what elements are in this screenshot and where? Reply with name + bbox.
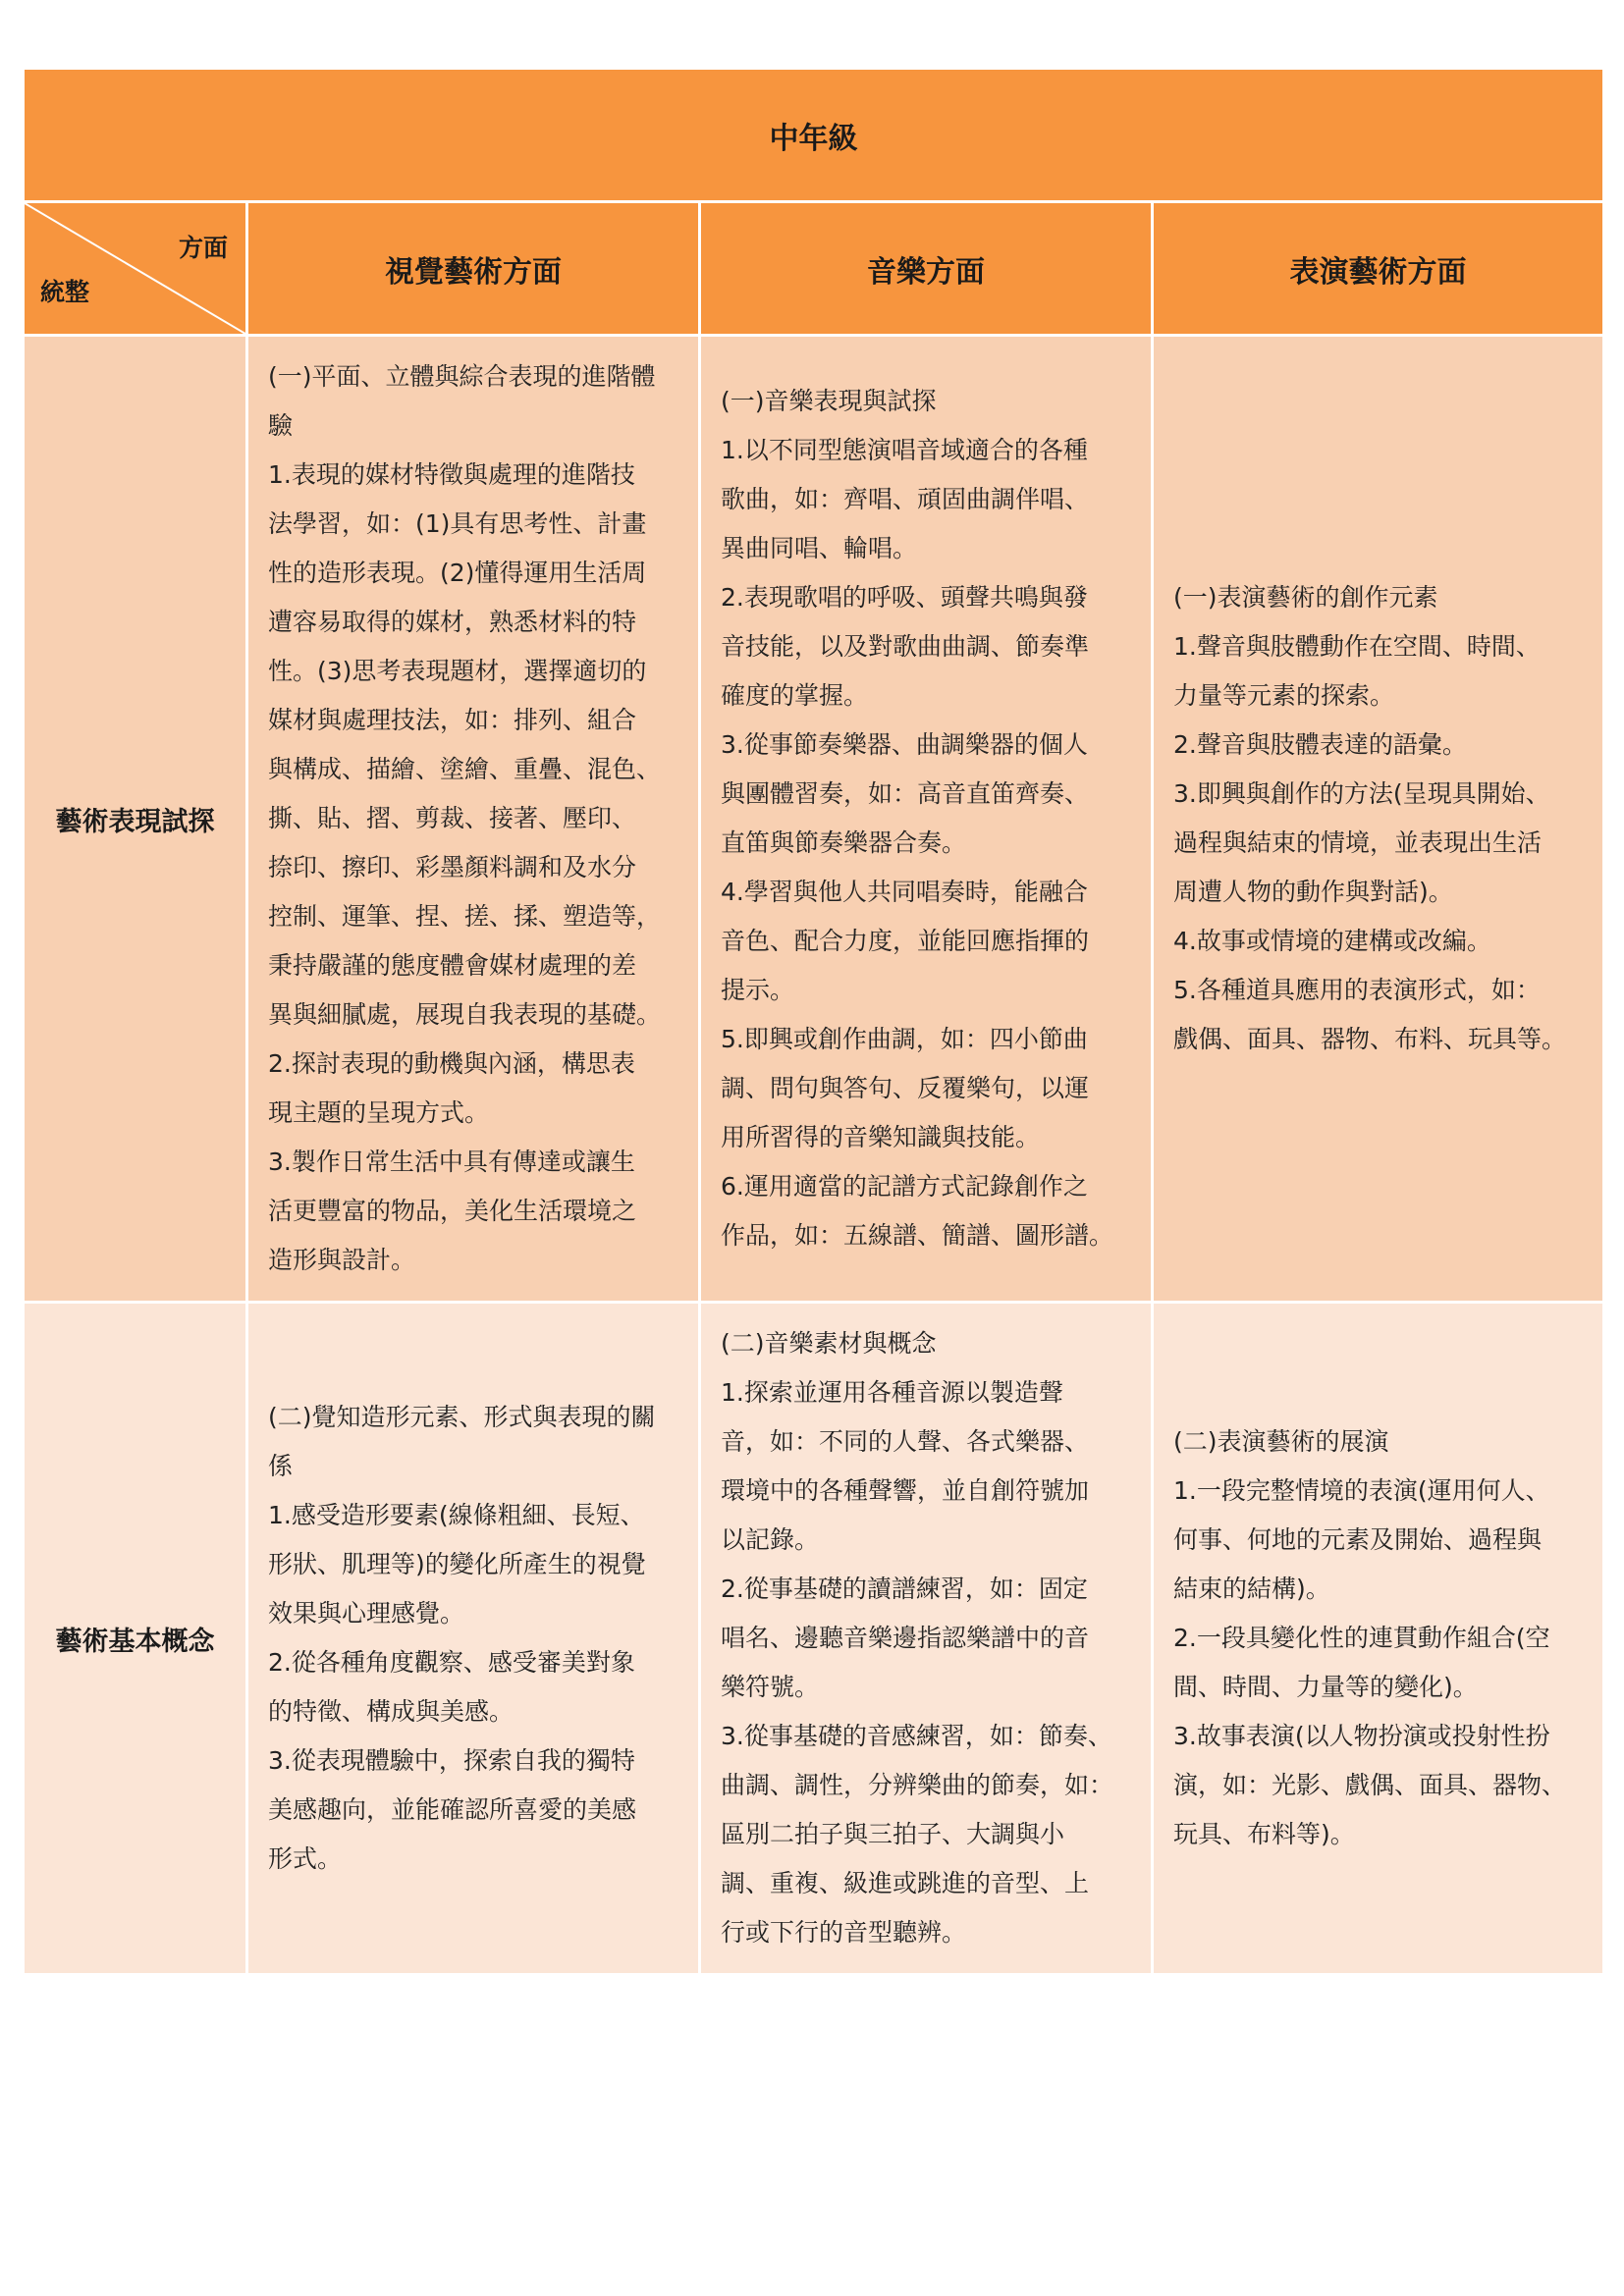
column-header-performing-arts: 表演藝術方面 xyxy=(1153,202,1604,336)
diag-label-integration: 統整 xyxy=(40,278,90,306)
row-label-art-expression: 藝術表現試探 xyxy=(24,336,247,1303)
diagonal-line-icon xyxy=(25,203,245,334)
table-row xyxy=(24,1303,1604,1975)
cell-perform-concepts: (二)表演藝術的展演 1.一段完整情境的表演(運用何人、 何事、何地的元素及開始、過程與 結束的結構)。 2.一段具變化性的連貫動作組合(空 間、時間、力量等的變化)。 3.故事表演(以人物扮演或投射性扮 演，如：光影、戲偶、面具、器物、 玩具、布料等)。 xyxy=(1153,1303,1604,1975)
diag-label-aspect: 方面 xyxy=(178,234,228,262)
column-header-visual-arts: 視覺藝術方面 xyxy=(247,202,700,336)
cell-perform-expression: (一)表演藝術的創作元素 1.聲音與肢體動作在空間、時間、 力量等元素的探索。 2.聲音與肢體表達的語彙。 3.即興與創作的方法(呈現具開始、 過程與結束的情境，並表現出生活 周遭人物的動作與對話)。 4.故事或情境的建構或改編。 5.各種道具應用的表演形式，如： 戲偶、面具、器物、布料、玩具等。 xyxy=(1153,336,1604,1303)
diagonal-header-cell xyxy=(24,202,247,336)
row-label-basic-concepts: 藝術基本概念 xyxy=(24,1303,247,1975)
table-title: 中年級 xyxy=(24,69,1604,202)
curriculum-table xyxy=(22,67,1605,1976)
cell-visual-concepts: (二)覺知造形元素、形式與表現的關 係 1.感受造形要素(線條粗細、長短、 形狀、肌理等)的變化所產生的視覺 效果與心理感覺。 2.從各種角度觀察、感受審美對象 的特徵、構成與美感。 3.從表現體驗中，探索自我的獨特 美感趣向，並能確認所喜愛的美感 形式。 xyxy=(247,1303,700,1975)
cell-music-expression: (一)音樂表現與試探 1.以不同型態演唱音域適合的各種 歌曲，如：齊唱、頑固曲調伴唱、 異曲同唱、輪唱。 2.表現歌唱的呼吸、頭聲共鳴與發 音技能，以及對歌曲曲調、節奏準 確度的掌握。 3.從事節奏樂器、曲調樂器的個人 與團體習奏，如：高音直笛齊奏、 直笛與節奏樂器合奏。 4.學習與他人共同唱奏時，能融合 音色、配合力度，並能回應指揮的 提示。 5.即興或創作曲調，如：四小節曲 調、問句與答句、反覆樂句，以運 用所習得的音樂知識與技能。 6.運用適當的記譜方式記錄創作之 作品，如：五線譜、簡譜、圖形譜。 xyxy=(700,336,1153,1303)
cell-music-concepts: (二)音樂素材與概念 1.探索並運用各種音源以製造聲 音，如：不同的人聲、各式樂器、 環境中的各種聲響，並自創符號加 以記錄。 2.從事基礎的讀譜練習，如：固定 唱名、邊聽音樂邊指認樂譜中的音 樂符號。 3.從事基礎的音感練習，如：節奏、 曲調、調性，分辨樂曲的節奏，如： 區別二拍子與三拍子、大調與小 調、重複、級進或跳進的音型、上 行或下行的音型聽辨。 xyxy=(700,1303,1153,1975)
cell-visual-expression: (一)平面、立體與綜合表現的進階體 驗 1.表現的媒材特徵與處理的進階技 法學習，如：(1)具有思考性、計畫 性的造形表現。(2)懂得運用生活周 遭容易取得的媒材，熟悉材料的特 性。(3)思考表現題材，選擇適切的 媒材與處理技法，如：排列、組合 與構成、描繪、塗繪、重疊、混色、 撕、貼、摺、剪裁、接著、壓印、 捺印、擦印、彩墨顏料調和及水分 控制、運筆、捏、搓、揉、塑造等， 秉持嚴謹的態度體會媒材處理的差 異與細膩處，展現自我表現的基礎。 2.探討表現的動機與內涵，構思表 現主題的呈現方式。 3.製作日常生活中具有傳達或讓生 活更豐富的物品，美化生活環境之 造形與設計。 xyxy=(247,336,700,1303)
column-header-music: 音樂方面 xyxy=(700,202,1153,336)
table-row xyxy=(24,336,1604,1303)
